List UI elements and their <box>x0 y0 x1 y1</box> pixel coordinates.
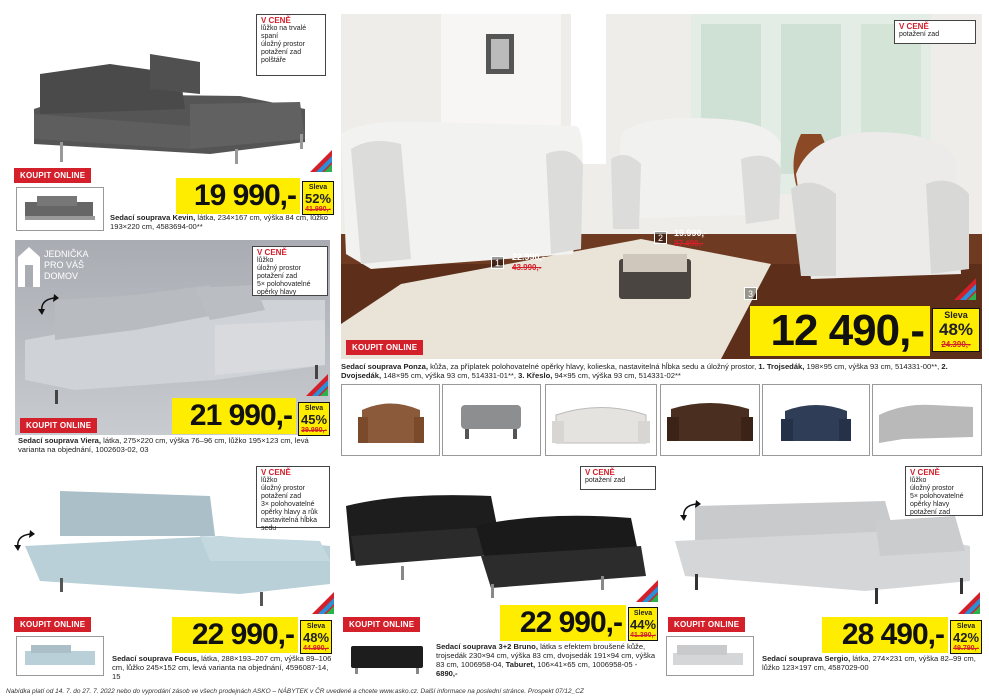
bruno-description <box>436 642 658 678</box>
kevin-badge <box>256 14 326 76</box>
ponza-desc-1: 198×95 cm, výška 93 cm, 514331-00**, <box>806 362 940 371</box>
viera-discount-badge <box>298 402 330 436</box>
rotate-arrow-icon <box>38 294 60 316</box>
variant-thumbnail-armchair-brown[interactable] <box>341 384 440 456</box>
viera-badge <box>252 246 328 296</box>
focus-badge-title: V CENĚ <box>261 468 291 477</box>
ponza-name: Sedací souprava Ponza, <box>341 362 428 371</box>
kevin-badge-line: lůžko na trvalé <box>261 25 307 32</box>
viera-name: Sedací souprava Viera, <box>18 436 102 445</box>
kevin-bed-thumbnail <box>16 187 104 231</box>
kevin-discount-badge <box>302 181 334 215</box>
kevin-badge-line: polštáře <box>261 57 286 64</box>
sleva-label: Sleva <box>944 310 968 320</box>
ponza-desc-3-label: 3. Křeslo, <box>518 371 553 380</box>
viera-price: 21 990,- <box>172 398 296 434</box>
viera-badge-line: 5× polohovatelné <box>257 281 311 288</box>
focus-old-price: 44.990,- <box>303 645 329 652</box>
kevin-badge-line: úložný prostor <box>261 41 305 48</box>
rotate-arrow-icon <box>14 530 36 552</box>
focus-badge-line: nastavitelná hĺbka <box>261 517 318 524</box>
viera-desc: látka, 275×220 cm, výška 76–96 cm, lůžko 195×123 cm, levá varianta na objednání, 1002603-02, 03 <box>18 436 309 454</box>
sleva-label: Sleva <box>306 623 326 630</box>
ponza-desc-1-label: 1. Trojsedák, <box>758 362 805 371</box>
focus-badge-line: 3× polohovatelné <box>261 501 315 508</box>
kevin-badge-title: V CENĚ <box>261 16 291 25</box>
ponza-desc-3: 94×95 cm, výška 93 cm, 514331-02** <box>554 371 681 380</box>
rotate-arrow-icon <box>680 500 702 522</box>
bruno-desc: látka s efektem broušené kůže, trojsedák 230×94 cm, výška 83 cm, dvojsedák 191×94 cm, výška 83 cm, 1006958-04, <box>436 642 656 669</box>
brand-line: JEDNIČKA <box>44 249 89 259</box>
bruno-price: 22 990,- <box>500 605 626 641</box>
rainbow-corner-icon <box>954 278 976 300</box>
sergio-buy-online-button[interactable]: KOUPIT ONLINE <box>668 617 745 632</box>
kevin-buy-online-button[interactable]: KOUPIT ONLINE <box>14 168 91 183</box>
ponza-item-number: 3 <box>744 287 757 300</box>
house-icon <box>18 247 40 287</box>
kevin-desc: látka, 234×167 cm, výška 84 cm, lůžko 193×220 cm, 4583694-00** <box>110 213 329 231</box>
sergio-badge-title: V CENĚ <box>910 468 940 477</box>
focus-discount: 48% <box>302 630 330 645</box>
viera-discount: 45% <box>300 412 328 427</box>
bruno-old-price: 41.390,- <box>630 632 656 639</box>
focus-badge-line: opěrky hlavy a růk <box>261 509 318 516</box>
sergio-badge-line: 5× polohovatelné <box>910 493 964 500</box>
rainbow-corner-icon <box>636 580 658 602</box>
bruno-badge-title: V CENĚ <box>585 468 615 477</box>
kevin-discount: 52% <box>304 191 332 206</box>
ponza-item-number: 1 <box>491 256 504 269</box>
sergio-badge-line: úložný prostor <box>910 485 954 492</box>
kevin-badge-line: potažení zad <box>261 49 302 56</box>
sleva-label: Sleva <box>956 623 976 630</box>
focus-description <box>112 654 336 681</box>
bruno-buy-online-button[interactable]: KOUPIT ONLINE <box>343 617 420 632</box>
variant-thumbnail-sofa-white[interactable] <box>545 384 657 456</box>
ponza-sofa2-old-price: 37.490,- <box>674 239 704 248</box>
kevin-badge-line: spaní <box>261 33 279 40</box>
bruno-badge-line: potažení zad <box>585 477 626 484</box>
viera-badge-line: lůžko <box>257 257 274 264</box>
footer-disclaimer: Nabídka platí od 14. 7. do 27. 7. 2022 nebo do vyprodání zásob ve všech prodejnách ASKO – NÁBYTEK v ČR uvedené a chcete www.asko.cz. Další informace na poslední stránce. Prospekt 07/12_CZ <box>0 688 989 698</box>
ponza-old-price: 24.390,- <box>941 340 971 349</box>
kevin-price: 19 990,- <box>176 178 300 214</box>
rainbow-corner-icon <box>306 374 328 396</box>
sergio-badge-line: lůžko <box>910 477 927 484</box>
sergio-discount: 42% <box>952 630 980 645</box>
brand-line: DOMOV <box>44 271 79 281</box>
brand-line: PRO VÁŠ <box>44 260 85 270</box>
focus-badge-line: úložný prostor <box>261 485 305 492</box>
viera-badge-line: opěrky hlavy <box>257 289 297 296</box>
focus-badge-line: sedu <box>261 525 277 532</box>
ponza-desc: kůža, za příplatek polohovatelné opěrky hlavy, kolieska, nastavitelná hĺbka sedu a úložný prostor, <box>430 362 757 371</box>
variant-thumbnail-sofa-brown[interactable] <box>660 384 760 456</box>
sergio-badge-line: potažení zad <box>910 509 951 516</box>
sergio-desc: látka, 274×231 cm, výška 82–99 cm, lůžko 123×197 cm, 4587029-00 <box>762 654 976 672</box>
viera-badge-line: úložný prostor <box>257 265 301 272</box>
sergio-bed-thumbnail <box>666 636 754 676</box>
ponza-sofa3-old-price: 43.990,- <box>512 263 542 272</box>
rainbow-corner-icon <box>312 592 334 614</box>
ponza-discount: 48% <box>938 320 974 339</box>
focus-badge-line: lůžko <box>261 477 278 484</box>
sergio-badge-line: opěrky hlavy <box>910 501 950 508</box>
rainbow-corner-icon <box>958 592 980 614</box>
bruno-taburet-price: 6890,- <box>436 669 458 678</box>
bruno-badge <box>580 466 656 490</box>
ponza-sofa3-price-tag <box>512 252 545 273</box>
bruno-taburet-thumbnail <box>343 636 431 678</box>
kevin-old-price: 41.990,- <box>305 206 331 213</box>
viera-buy-online-button[interactable]: KOUPIT ONLINE <box>20 418 97 433</box>
bruno-name: Sedací souprava 3+2 Bruno, <box>436 642 538 651</box>
sergio-badge <box>905 466 983 516</box>
focus-discount-badge <box>300 620 332 654</box>
bruno-taburet-desc: 106×41×65 cm, 1006958-05 - <box>537 660 638 669</box>
sergio-name: Sedací souprava Sergio, <box>762 654 851 663</box>
bruno-discount-badge <box>628 607 658 641</box>
kevin-name: Sedací souprava Kevin, <box>110 213 196 222</box>
focus-desc: látka, 288×193–207 cm, výška 89–106 cm, lůžko 245×152 cm, levá varianta na objednání, 4596087-14, 15 <box>112 654 332 681</box>
focus-badge <box>256 466 330 532</box>
bruno-discount: 44% <box>630 617 657 632</box>
ponza-badge-line: potažení zad <box>899 31 940 38</box>
rainbow-corner-icon <box>310 150 332 172</box>
sleva-label: Sleva <box>633 610 653 617</box>
ponza-sofa3-price: 22.990,- <box>512 252 546 262</box>
focus-badge-line: potažení zad <box>261 493 302 500</box>
ponza-desc-2-label: 2. Dvojsedák, <box>341 362 948 380</box>
sergio-discount-badge <box>950 620 982 654</box>
sleva-label: Sleva <box>304 405 324 412</box>
bruno-taburet-label: Taburet, <box>505 660 536 669</box>
ponza-item-number: 2 <box>654 231 667 244</box>
ponza-description <box>341 362 981 380</box>
variant-thumbnail-ottoman[interactable] <box>442 384 541 456</box>
ponza-badge <box>894 20 976 44</box>
sergio-old-price: 49.790,- <box>953 645 979 652</box>
ponza-discount-badge <box>932 308 980 352</box>
ponza-sofa2-price-tag <box>674 228 707 249</box>
ponza-price: 12 490,- <box>750 306 930 356</box>
sergio-description <box>762 654 984 672</box>
focus-name: Sedací souprava Focus, <box>112 654 199 663</box>
brand-logo <box>18 247 108 291</box>
focus-price: 22 990,- <box>172 617 298 653</box>
focus-buy-online-button[interactable]: KOUPIT ONLINE <box>14 617 91 632</box>
viera-badge-title: V CENĚ <box>257 248 287 257</box>
sleva-label: Sleva <box>308 184 328 191</box>
viera-description <box>18 436 333 454</box>
ponza-buy-online-button[interactable]: KOUPIT ONLINE <box>346 340 423 355</box>
ponza-badge-title: V CENĚ <box>899 22 929 31</box>
ponza-desc-2: 148×95 cm, výška 93 cm, 514331-01**, <box>383 371 516 380</box>
kevin-description <box>110 213 335 231</box>
focus-bed-thumbnail <box>16 636 104 676</box>
variant-thumbnail-sofa-navy[interactable] <box>762 384 870 456</box>
sergio-price: 28 490,- <box>822 617 948 653</box>
variant-thumbnail-corner-grey[interactable] <box>872 384 982 456</box>
viera-badge-line: potažení zad <box>257 273 298 280</box>
viera-old-price: 39.990,- <box>301 427 327 434</box>
ponza-sofa2-price: 19.990,- <box>674 228 708 238</box>
